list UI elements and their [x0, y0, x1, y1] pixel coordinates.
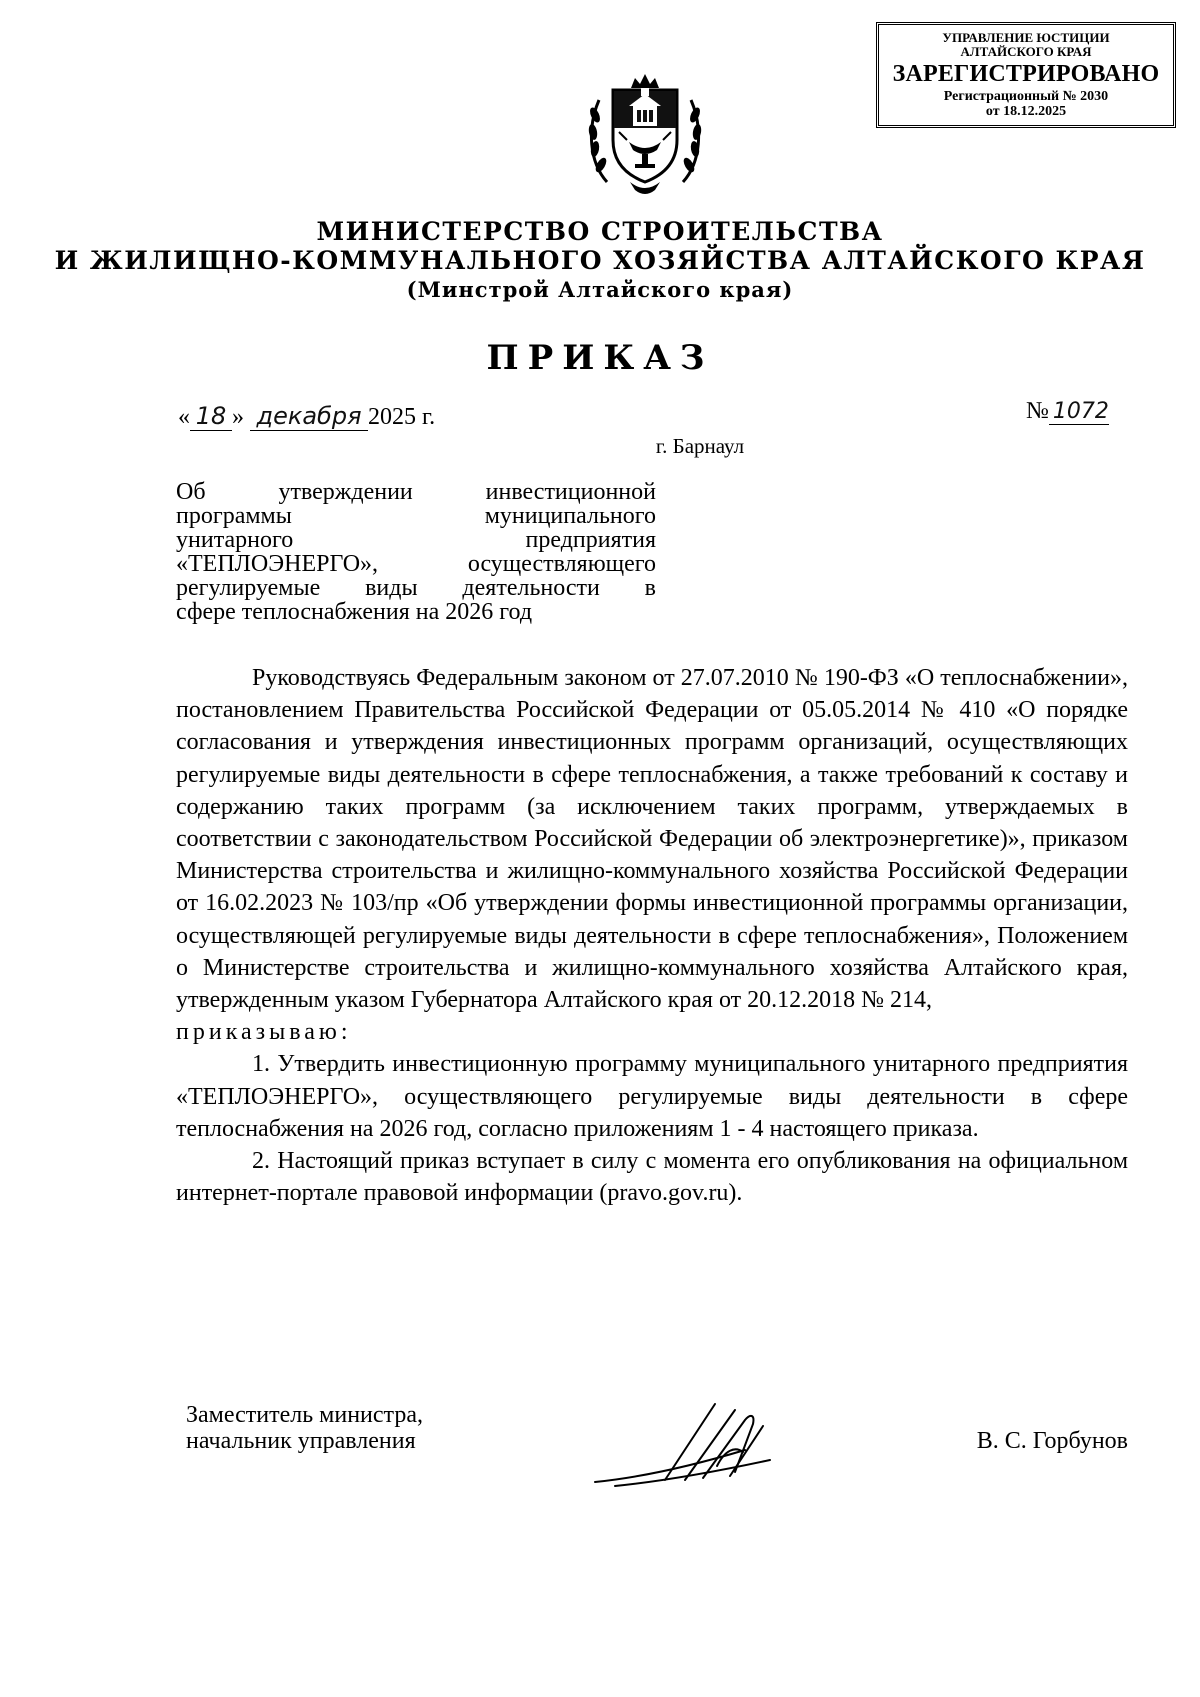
date-day: 18	[190, 402, 232, 431]
subject-line: программы муниципального	[176, 503, 656, 529]
ministry-short-name: (Минстрой Алтайского края)	[406, 277, 794, 302]
signer-position-line2: начальник управления	[186, 1428, 416, 1454]
preamble-paragraph: Руководствуясь Федеральным законом от 27.07.2010 № 190-ФЗ «О теплоснабжении», постановлением Правительства Российской Федерации от 05.05.2014 № 410 «О порядке согласования и утверждения инвестиционных программ организаций, осуществляющих регулируемые виды деятельности в сфере теплоснабжения, а также требований к составу и содержанию таких программ (за исключением таких программ, утверждаемых в соответствии с законодательством Российской Федерации об электроэнергетике)», приказом Министерства строительства и жилищно-коммунального хозяйства Российской Федерации от 16.02.2023 № 103/пр «Об утверждении формы инвестиционной программы организации, осуществляющей регулируемые виды деятельности в сфере теплоснабжения», Положением о Министерстве строительства и жилищно-коммунального хозяйства Алтайского края, утвержденным указом Губернатора Алтайского края от 20.12.2018 № 214,	[176, 665, 1128, 1014]
subject-line: сфере теплоснабжения на 2026 год	[176, 599, 533, 625]
subject-line: регулируемые виды деятельности в	[176, 575, 656, 601]
stamp-reg-date: от 18.12.2025	[985, 104, 1067, 120]
order-body	[176, 662, 1128, 1209]
registration-stamp	[876, 22, 1176, 128]
order-number-value: 1072	[1049, 399, 1109, 425]
stamp-reg-number: Регистрационный № 2030	[943, 89, 1109, 105]
signer-name: В. С. Горбунов	[976, 1428, 1128, 1454]
city-name: г. Барнаул	[655, 434, 745, 458]
subject-line: унитарного предприятия	[176, 527, 656, 553]
stamp-title: ЗАРЕГИСТРИРОВАНО	[892, 61, 1160, 88]
city	[0, 434, 1200, 459]
order-subject	[176, 480, 656, 624]
order-item-1: 1. Утвердить инвестиционную программу муниципального унитарного предприятия «ТЕПЛОЭНЕРГО», осуществляющего регулируемые виды деятельности в сфере теплоснабжения на 2026 год, согласно приложениям 1 - 4 настоящего приказа.	[176, 1051, 1128, 1142]
stamp-org-line2: АЛТАЙСКОГО КРАЯ	[960, 43, 1092, 59]
date-year: 2025 г.	[368, 404, 436, 430]
signer-position	[186, 1402, 506, 1454]
order-date	[178, 402, 435, 431]
order-word: приказываю:	[176, 1019, 352, 1046]
subject-line: Об утверждении инвестиционной	[176, 479, 656, 505]
date-close-quote: »	[232, 404, 244, 430]
stamp-org-line1: УПРАВЛЕНИЕ ЮСТИЦИИ	[942, 30, 1110, 45]
signer-position-line1: Заместитель министра,	[186, 1402, 423, 1428]
subject-line: «ТЕПЛОЭНЕРГО», осуществляющего	[176, 551, 656, 577]
handwritten-signature	[585, 1390, 785, 1500]
order-number-prefix: №	[1026, 398, 1049, 424]
coat-of-arms-emblem	[585, 70, 705, 200]
date-month: декабря	[250, 402, 368, 431]
order-number	[1026, 398, 1109, 425]
order-item-2: 2. Настоящий приказ вступает в силу с момента его опубликования на официальном интернет-портале правовой информации (pravo.gov.ru).	[176, 1148, 1128, 1207]
ministry-name-line1: МИНИСТЕРСТВО СТРОИТЕЛЬСТВА	[316, 217, 884, 246]
ministry-name-line2: И ЖИЛИЩНО-КОММУНАЛЬНОГО ХОЗЯЙСТВА АЛТАЙСКОГО КРАЯ	[54, 246, 1146, 275]
document-type-title: ПРИКАЗ	[486, 338, 714, 378]
date-open-quote: «	[178, 404, 190, 430]
